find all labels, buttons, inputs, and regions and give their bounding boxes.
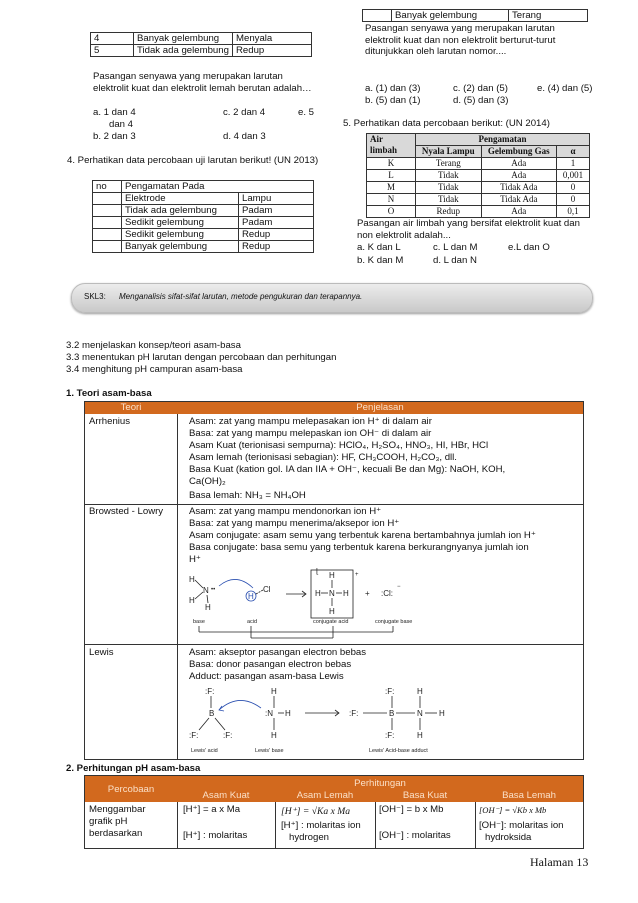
svg-text:H: H: [329, 571, 335, 580]
lewis-reaction-diagram: [189, 684, 469, 758]
percobaan-line: berdasarkan: [89, 828, 143, 839]
theory-line: Asam lemah (terionisasi sebagian): HF, CH₃COOH, H₂CO₃, dll.: [189, 452, 457, 463]
column-divider: [177, 414, 178, 759]
table-row: [363, 10, 588, 22]
objective-item: 3.2 menjelaskan konsep/teori asam-basa: [66, 340, 241, 351]
svg-text:H: H: [189, 575, 195, 584]
label-lewis-acid: Lewis' acid: [191, 748, 218, 754]
table-cell: 1: [557, 158, 590, 170]
svg-text::F:: :F:: [205, 687, 215, 696]
table-header: Elektrode: [122, 193, 239, 205]
svg-text:••: ••: [211, 587, 216, 593]
table-row: [93, 241, 314, 253]
row-divider: [85, 504, 583, 505]
svg-text:H: H: [189, 596, 195, 605]
table-header: Air limbah: [367, 134, 416, 158]
svg-text:H: H: [205, 603, 211, 612]
asam-lemah-note: [H⁺] : molaritas ion: [281, 820, 361, 831]
table-header-percobaan: Percobaan: [107, 784, 155, 795]
question-4: 4. Perhatikan data percobaan uji larutan berikut! (UN 2013): [67, 155, 319, 166]
table-cell: L: [367, 170, 416, 182]
label-conjugate-acid: conjugate acid: [313, 619, 349, 625]
option-a-continued: dan 4: [109, 119, 134, 130]
bronsted-reaction-diagram: [181, 568, 441, 642]
svg-text::N: :N: [265, 709, 273, 718]
basa-lemah-note: [OH⁻]: molaritas ion: [479, 820, 564, 831]
column-divider: [177, 802, 178, 848]
table-header-row: [85, 402, 583, 414]
table-row: [367, 206, 590, 218]
svg-text:H: H: [439, 709, 445, 718]
table-cell: Menyala: [233, 33, 312, 45]
table-row: [93, 193, 314, 205]
table-header-basa-lemah: Basa Lemah: [502, 790, 556, 801]
table-cell: Sedikit gelembung: [122, 229, 239, 241]
table-cell: Terang: [509, 10, 588, 22]
svg-text:H: H: [417, 731, 423, 740]
asam-kuat-formula: [H⁺] = a x Ma: [183, 804, 241, 815]
table-cell: 0: [557, 182, 590, 194]
theory-line: Ca(OH)₂: [189, 476, 226, 487]
theory-line: H⁺: [189, 554, 201, 565]
table-cell: Redup: [239, 241, 314, 253]
table-cell: Padam: [239, 217, 314, 229]
table-cell: [93, 205, 122, 217]
table-cell: Tidak ada gelembung: [134, 45, 233, 57]
svg-text:[: [: [316, 568, 319, 575]
table-cell: N: [367, 194, 416, 206]
label-lewis-base: Lewis' base: [255, 748, 284, 754]
option-b: b. 2 dan 3: [93, 131, 136, 142]
row-divider: [85, 644, 583, 645]
option-d: d. 4 dan 3: [223, 131, 266, 142]
table-header-teori: Teori: [120, 402, 142, 413]
question-text: Pasangan air limbah yang bersifat elektrolit kuat dan non elektrolit adalah...: [357, 218, 580, 241]
table-cell: K: [367, 158, 416, 170]
table-header-perhitungan: Perhitungan: [354, 778, 406, 789]
table-cell: Ada: [481, 170, 556, 182]
table-header: Gelembung Gas: [481, 146, 556, 158]
svg-text:H: H: [285, 709, 291, 718]
objective-item: 3.4 menghitung pH campuran asam-basa: [66, 364, 243, 375]
svg-text:N: N: [329, 589, 335, 598]
svg-text:+: +: [365, 589, 370, 598]
table-row: [91, 33, 312, 45]
table-cell: Tidak: [416, 194, 482, 206]
option-a: a. (1) dan (3): [365, 83, 421, 94]
svg-text::F:: :F:: [385, 687, 395, 696]
table-cell: Ada: [481, 206, 556, 218]
column-divider: [475, 802, 476, 848]
theory-line: Asam conjugate: asam semu yang terbentuk karena bertambahnya jumlah ion H⁺: [189, 530, 536, 541]
table-cell: O: [367, 206, 416, 218]
table-header: Pengamatan: [416, 134, 590, 146]
label-conjugate-base: conjugate base: [375, 619, 413, 625]
basa-lemah-formula: [OH⁻] = √Kb x Mb: [479, 805, 547, 815]
theory-line: Basa: donor pasangan electron bebas: [189, 659, 352, 670]
table-cell: [93, 241, 122, 253]
theory-line: Asam: zat yang mampu melepasakan ion H⁺ di dalam air: [189, 416, 432, 427]
theory-name-lewis: Lewis: [89, 647, 114, 658]
table-cell: Ada: [481, 158, 556, 170]
percobaan-line: grafik pH: [89, 816, 128, 827]
label-lewis-adduct: Lewis' Acid-base adduct: [369, 748, 428, 754]
table-header: Nyala Lampu: [416, 146, 482, 158]
table-header-basa-kuat: Basa Kuat: [402, 790, 448, 801]
basa-kuat-note: [OH⁻] : molaritas: [379, 830, 451, 841]
theory-line: Asam: zat yang mampu mendonorkan ion H⁺: [189, 506, 382, 517]
table-cell: M: [367, 182, 416, 194]
option-c: c. L dan M: [433, 242, 478, 253]
svg-text:B: B: [209, 709, 215, 718]
skl-banner: [71, 283, 593, 313]
table-cell: Tidak Ada: [481, 194, 556, 206]
table-cell: [363, 10, 392, 22]
svg-text::F:: :F:: [223, 731, 233, 740]
table-cell: 0: [557, 194, 590, 206]
svg-text:H: H: [315, 589, 321, 598]
table-row: [367, 158, 590, 170]
option-d: d. L dan N: [433, 255, 477, 266]
table-cell: Redup: [233, 45, 312, 57]
svg-text:+: +: [355, 572, 359, 578]
table-cell: 0,1: [557, 206, 590, 218]
label-acid: acid: [247, 619, 258, 625]
option-c: c. 2 dan 4: [223, 107, 266, 118]
table-header: α: [557, 146, 590, 158]
table-cell: Padam: [239, 205, 314, 217]
option-e: e. (4) dan (5): [537, 83, 593, 94]
theory-line: Basa: zat yang mampu menerima/aksepor ion H⁺: [189, 518, 400, 529]
table-row: [93, 181, 314, 193]
svg-text:H: H: [329, 607, 335, 616]
option-c: c. (2) dan (5): [453, 83, 508, 94]
column-divider: [375, 802, 376, 848]
svg-text:Cl: Cl: [263, 585, 271, 594]
table-row: [93, 229, 314, 241]
percobaan-line: Menggambar: [89, 804, 146, 815]
q4-table: [92, 180, 314, 253]
basa-lemah-note: hydroksida: [485, 832, 532, 843]
table-header-asam-lemah: Asam Lemah: [296, 790, 354, 801]
top-right-table: [362, 9, 588, 22]
svg-text:B: B: [389, 709, 395, 718]
table-cell: Tidak ada gelembung: [122, 205, 239, 217]
svg-text:H: H: [417, 687, 423, 696]
table-cell: Terang: [416, 158, 482, 170]
option-b: b. K dan M: [357, 255, 404, 266]
q5-table: [366, 133, 590, 218]
table-header-asam-kuat: Asam Kuat: [202, 790, 250, 801]
svg-text:H: H: [271, 731, 277, 740]
table-row: [367, 134, 590, 146]
question-text: Pasangan senyawa yang merupakan larutan elektrolit kuat dan elektrolit lemah berutan adalah…: [93, 71, 312, 94]
option-e: e.L dan O: [508, 242, 550, 253]
table-row: [367, 194, 590, 206]
theory-table: [84, 401, 584, 760]
label-base: base: [193, 619, 205, 625]
theory-line: Asam: akseptor pasangan electron bebas: [189, 647, 367, 658]
section-1-title: 1. Teori asam-basa: [66, 388, 152, 399]
table-cell: 0,001: [557, 170, 590, 182]
section-2-title: 2. Perhitungan pH asam-basa: [66, 763, 201, 774]
table-row: [93, 205, 314, 217]
theory-line: Adduct: pasangan asam-basa Lewis: [189, 671, 344, 682]
table-row: [93, 217, 314, 229]
theory-name-bronsted: Browsted - Lowry: [89, 506, 164, 517]
asam-kuat-note: [H⁺] : molaritas: [183, 830, 248, 841]
table-cell: [93, 217, 122, 229]
asam-lemah-note: hydrogen: [289, 832, 330, 843]
svg-text:−: −: [397, 584, 401, 590]
option-b: b. (5) dan (1): [365, 95, 421, 106]
svg-text::F:: :F:: [189, 731, 199, 740]
table-header: Pengamatan Pada: [122, 181, 314, 193]
top-left-table: [90, 32, 312, 57]
basa-kuat-formula: [OH⁻] = b x Mb: [379, 804, 444, 815]
svg-text::F:: :F:: [385, 731, 395, 740]
theory-line: Asam Kuat (terionisasi sempurna): HClO₄, H₂SO₄, HNO₃, HI, HBr, HCl: [189, 440, 489, 451]
ph-table: [84, 775, 584, 849]
table-row: [367, 182, 590, 194]
table-cell: 4: [91, 33, 134, 45]
table-header-penjelasan: Penjelasan: [356, 402, 404, 413]
table-cell: Sedikit gelembung: [122, 217, 239, 229]
table-cell: [93, 229, 122, 241]
objective-item: 3.3 menentukan pH larutan dengan percobaan dan perhitungan: [66, 352, 337, 363]
svg-text:N: N: [417, 709, 423, 718]
table-cell: [93, 193, 122, 205]
svg-text:H: H: [343, 589, 349, 598]
table-cell: Redup: [239, 229, 314, 241]
svg-text:H: H: [271, 687, 277, 696]
table-cell: Banyak gelembung: [122, 241, 239, 253]
svg-text::Cl:: :Cl:: [381, 589, 393, 598]
theory-line: Basa lemah: NH₃ = NH₄OH: [189, 490, 306, 501]
skl-label: SKL3:: [84, 292, 106, 301]
skl-text: Menganalisis sifat-sifat larutan, metode pengukuran dan terapannya.: [119, 292, 363, 301]
table-cell: Banyak gelembung: [134, 33, 233, 45]
table-cell: Redup: [416, 206, 482, 218]
svg-text:N: N: [203, 586, 209, 595]
option-d: d. (5) dan (3): [453, 95, 509, 106]
table-cell: Tidak Ada: [481, 182, 556, 194]
option-a: a. K dan L: [357, 242, 401, 253]
svg-text:H: H: [248, 592, 254, 601]
table-cell: Tidak: [416, 170, 482, 182]
theory-line: Basa Kuat (kation gol. IA dan IIA + OH⁻, kecuali Be dan Mg): NaOH, KOH,: [189, 464, 506, 475]
table-cell: Banyak gelembung: [392, 10, 509, 22]
table-cell: Tidak: [416, 182, 482, 194]
theory-line: Basa: zat yang mampu melepaskan ion OH⁻ di dalam air: [189, 428, 432, 439]
table-header: Lampu: [239, 193, 314, 205]
page-number: Halaman 13: [530, 855, 589, 869]
option-e: e. 5: [298, 107, 315, 118]
asam-lemah-formula: [H⁺] = √Ka x Ma: [281, 806, 351, 817]
question-5: 5. Perhatikan data percobaan berikut: (UN 2014): [343, 118, 550, 129]
option-a: a. 1 dan 4: [93, 107, 136, 118]
table-cell: 5: [91, 45, 134, 57]
table-header: no: [93, 181, 122, 193]
table-row: [91, 45, 312, 57]
svg-text::F:: :F:: [349, 709, 359, 718]
theory-line: Basa conjugate: basa semu yang terbentuk karena berkurangnyanya jumlah ion: [189, 542, 529, 553]
table-row: [367, 170, 590, 182]
theory-name-arrhenius: Arrhenius: [89, 416, 131, 427]
question-text: Pasangan senyawa yang merupakan larutan elektrolit kuat dan non elektrolit berturut-turut ditunjukkan oleh larutan nomor....: [365, 23, 556, 57]
column-divider: [275, 802, 276, 848]
